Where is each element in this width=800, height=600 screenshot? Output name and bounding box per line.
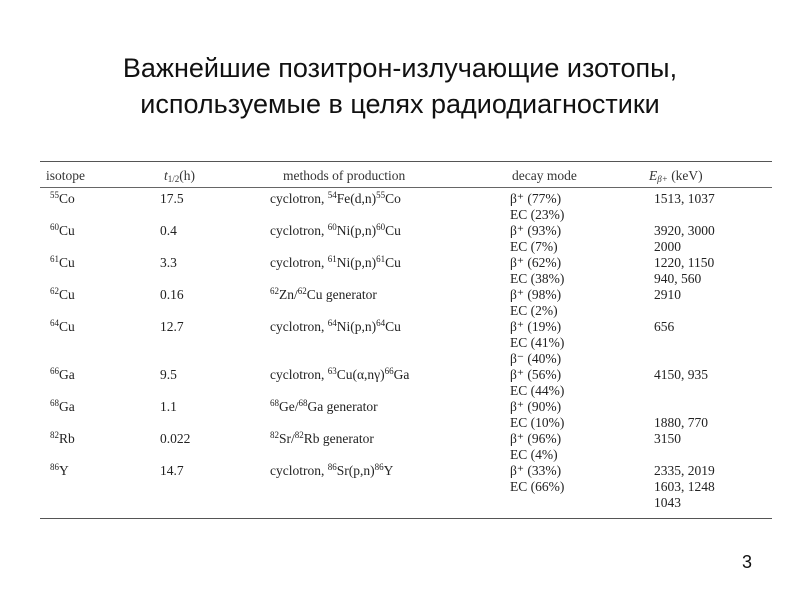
isotope-table <box>40 160 772 520</box>
half-life-cell: 0.4 <box>160 223 177 238</box>
method-cell: cyclotron, $^{64}Ni(p,n)^{64}Cu$ <box>270 318 401 334</box>
method-cell: $^{62}$Zn/$^{62}$Cu generator <box>270 286 377 302</box>
isotope-cell: $^{66}$Ga <box>50 366 75 382</box>
half-life-cell: 14.7 <box>160 463 184 478</box>
decay-mode-cell: β⁺ (96%) EC (4%) <box>510 431 562 462</box>
table-bottom-rule <box>40 518 772 519</box>
header-decay-mode: decay mode <box>512 168 577 183</box>
energy-cell: 1513, 1037 <box>654 191 715 206</box>
energy-cell: 2335, 2019 1603, 1248 1043 <box>654 463 715 510</box>
half-life-cell: 17.5 <box>160 191 184 206</box>
energy-cell: 656 <box>654 319 675 334</box>
method-cell: cyclotron, $^{63}Cu(\alpha,n\gamma)^{66}Ga$ <box>270 366 410 382</box>
isotope-cell: $^{68}$Ga <box>50 398 75 414</box>
decay-mode-cell: β⁺ (33%) EC (66%) <box>510 463 565 494</box>
isotope-cell: $^{86}$Y <box>50 462 69 478</box>
half-life-cell: 1.1 <box>160 399 177 414</box>
title-line-1: Важнейшие позитрон-излучающие изотопы, <box>122 53 678 83</box>
isotope-cell: $^{64}$Cu <box>50 318 75 334</box>
table-top-rule <box>40 161 772 162</box>
slide-title <box>0 50 800 122</box>
header-half-life: $t_{1/2}(h)$ <box>164 168 196 184</box>
isotope-cell: $^{60}$Cu <box>50 222 75 238</box>
half-life-cell: 9.5 <box>160 367 177 382</box>
table-header-rule <box>40 187 772 188</box>
half-life-cell: 3.3 <box>160 255 177 270</box>
energy-cell: 4150, 935 <box>654 367 708 382</box>
decay-mode-cell: β⁺ (62%) EC (38%) <box>510 255 565 286</box>
energy-cell: 3150 <box>654 431 681 446</box>
header-energy: $E_{\beta+}$ (keV) <box>649 168 703 184</box>
half-life-cell: 12.7 <box>160 319 184 334</box>
half-life-cell: 0.022 <box>160 431 191 446</box>
header-methods: methods of production <box>283 168 406 183</box>
method-cell: cyclotron, $^{86}Sr(p,n)^{86}Y$ <box>270 462 394 478</box>
decay-mode-cell: β⁺ (98%) EC (2%) <box>510 287 562 318</box>
decay-mode-cell: β⁺ (90%) EC (10%) <box>510 399 565 430</box>
energy-cell: 2910 <box>654 287 681 302</box>
page-number: 3 <box>741 552 752 572</box>
energy-cell: 3920, 3000 2000 <box>654 223 715 254</box>
decay-mode-cell: β⁺ (77%) EC (23%) <box>510 191 565 222</box>
isotope-cell: $^{61}$Cu <box>50 254 75 270</box>
energy-cell: 1880, 770 <box>654 415 708 430</box>
method-cell: $^{82}$Sr/$^{82}$Rb generator <box>270 430 374 446</box>
method-cell: cyclotron, $^{61}Ni(p,n)^{61}Cu$ <box>270 254 401 270</box>
method-cell: cyclotron, $^{54}Fe(d,n)^{55}Co$ <box>270 190 401 206</box>
energy-cell: 1220, 1150 940, 560 <box>654 255 715 286</box>
isotope-cell: $^{62}$Cu <box>50 286 75 302</box>
decay-mode-cell: β⁺ (56%) EC (44%) <box>510 367 565 398</box>
half-life-cell: 0.16 <box>160 287 184 302</box>
decay-mode-cell: β⁺ (19%) EC (41%) β⁻ (40%) <box>510 319 565 366</box>
isotope-cell: $^{55}$Co <box>50 190 75 206</box>
method-cell: $^{68}$Ge/$^{68}$Ga generator <box>270 398 378 414</box>
title-line-2: используемые в целях радиодиагностики <box>140 89 660 119</box>
isotope-cell: $^{82}$Rb <box>50 430 75 446</box>
method-cell: cyclotron, $^{60}Ni(p,n)^{60}Cu$ <box>270 222 401 238</box>
decay-mode-cell: β⁺ (93%) EC (7%) <box>510 223 562 254</box>
header-isotope: isotope <box>46 168 85 183</box>
